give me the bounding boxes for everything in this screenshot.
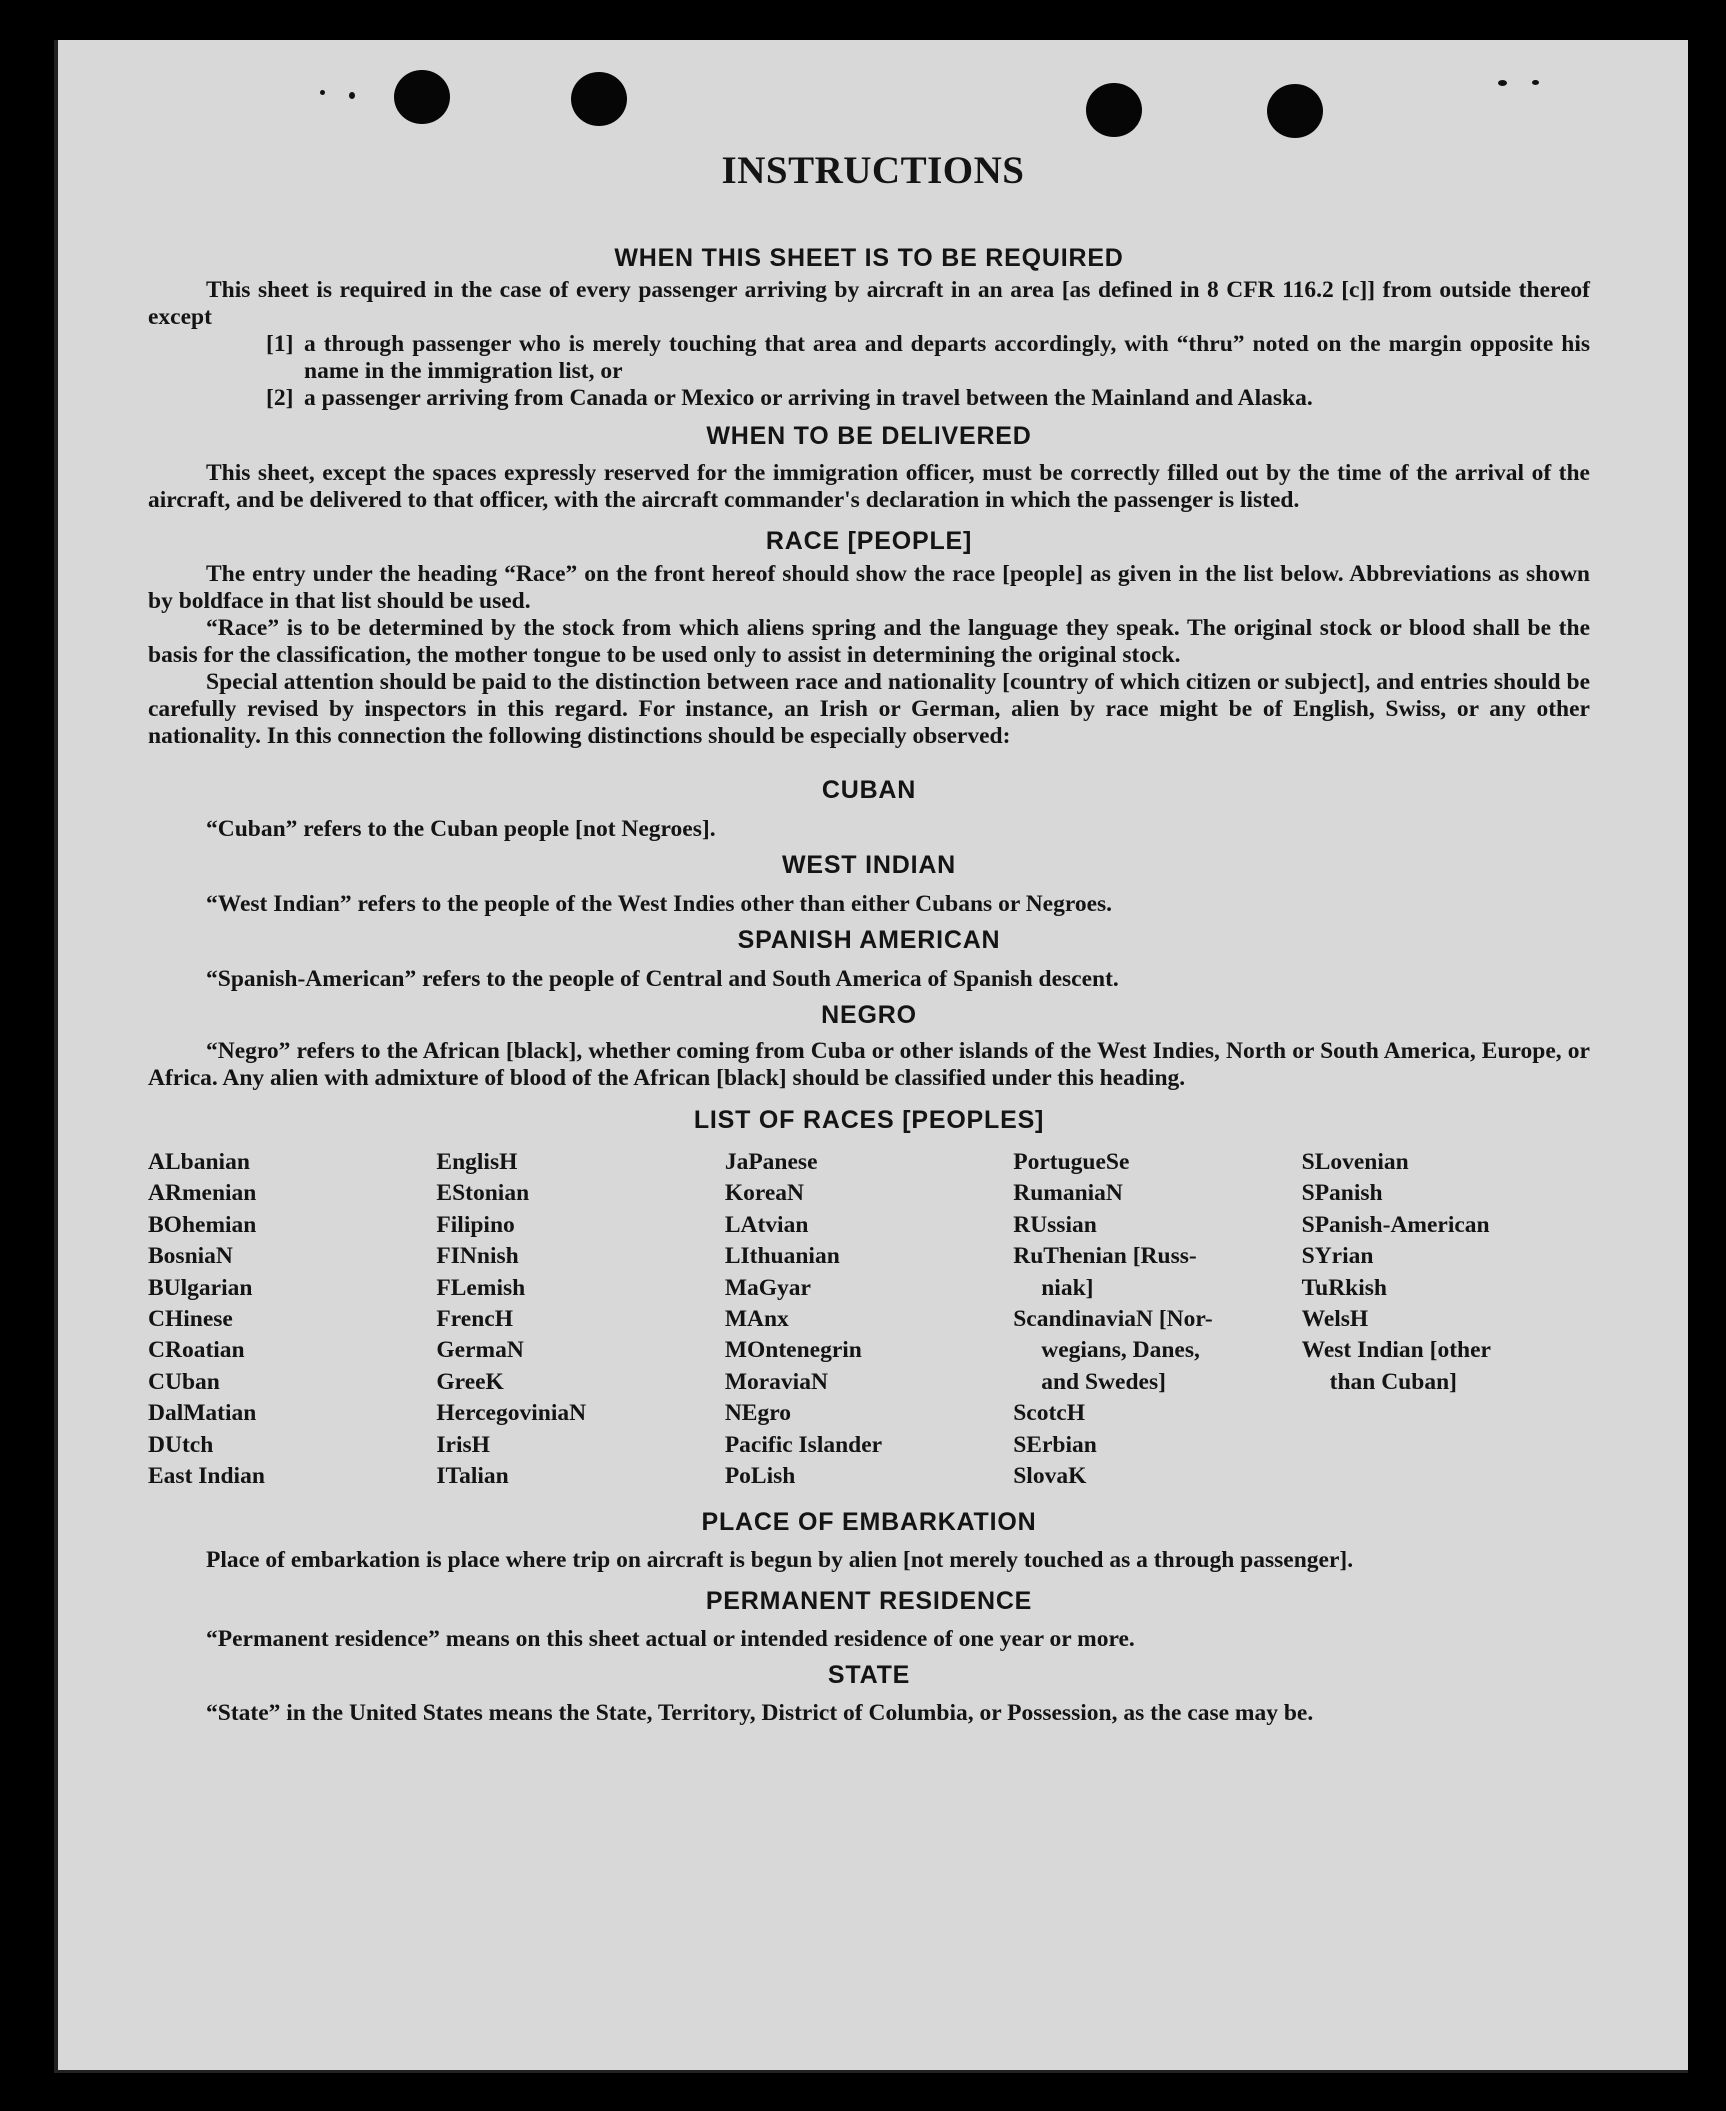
race-entry: BUlgarian [148, 1274, 253, 1301]
punch-hole [571, 72, 627, 126]
race-entry: MoraviaN [724, 1368, 828, 1395]
race-entry: than Cuban] [1329, 1368, 1457, 1395]
instructions-body [148, 200, 1590, 1727]
ink-speck [349, 92, 355, 99]
heading-residence: PERMANENT RESIDENCE [705, 1587, 1033, 1616]
race-entry: RUssian [1013, 1211, 1097, 1238]
race-entry: NEgro [724, 1400, 791, 1427]
page-title: INSTRUCTIONS [721, 149, 1025, 192]
race-entry: Filipino [436, 1211, 515, 1238]
race-entry: EStonian [436, 1180, 530, 1207]
punch-hole [394, 70, 450, 124]
races-column [725, 1147, 1013, 1492]
race-entry: HercegoviniaN [436, 1400, 587, 1427]
race-entry: SLovenian [1301, 1149, 1409, 1175]
race-entry: ARmenian [148, 1180, 257, 1207]
cuban-text: “Cuban” refers to the Cuban people [not Negroes]. [206, 816, 716, 842]
heading-list-of-races: LIST OF RACES [PEOPLES] [693, 1106, 1045, 1134]
race-entry: SPanish [1301, 1180, 1383, 1207]
races-column [148, 1147, 436, 1492]
heading-west-indian: WEST INDIAN [781, 851, 957, 879]
punch-hole [1267, 84, 1323, 138]
race-entry: FINnish [436, 1243, 519, 1270]
race-entry: wegians, Danes, [1041, 1337, 1200, 1364]
heading-embarkation: PLACE OF EMBARKATION [701, 1508, 1037, 1537]
heading-state: STATE [827, 1661, 911, 1690]
race-entry: CRoatian [148, 1337, 245, 1364]
race-entry: SYrian [1301, 1243, 1374, 1270]
races-list [148, 1147, 1590, 1492]
race-entry: FLemish [436, 1274, 526, 1301]
ink-speck [320, 90, 325, 95]
races-column [1302, 1147, 1590, 1492]
race-entry: GreeK [436, 1368, 504, 1395]
race-entry: CUban [148, 1368, 220, 1395]
race-entry: West Indian [other [1301, 1337, 1491, 1364]
required-intro: This sheet is required in the case of every passenger arriving by aircraft in an area [as defined in 8 CFR 116.2 [c]] from outside thereof except [148, 277, 1590, 330]
ink-speck [1498, 80, 1507, 86]
race-entry: BosniaN [148, 1243, 233, 1270]
race-paragraph: “Race” is to be determined by the stock from which aliens spring and the language they speak. The original stock or blood shall be the basis for the classification, the mother tongue to be used only to assist in determining the original stock. [148, 615, 1590, 668]
race-entry: PortugueSe [1013, 1149, 1130, 1175]
heading-spanish-american: SPANISH AMERICAN [737, 926, 1001, 954]
race-entry: BOhemian [148, 1211, 257, 1238]
race-entry: Pacific Islander [724, 1431, 883, 1458]
punch-hole [1086, 83, 1142, 137]
races-column [1013, 1147, 1301, 1492]
race-entry: WelsH [1301, 1306, 1369, 1333]
heading-negro: NEGRO [821, 1001, 917, 1029]
exception-item: [2] a passenger arriving from Canada or Mexico or arriving in travel between the Mainland and Alaska. [266, 385, 1313, 411]
race-paragraph: The entry under the heading “Race” on the front hereof should show the race [people] as given in the list below. Abbreviations as shown by boldface in that list should be used. [148, 561, 1590, 614]
race-entry: ScotcH [1013, 1400, 1086, 1427]
race-entry: SlovaK [1013, 1463, 1087, 1490]
race-entry: TuRkish [1301, 1274, 1387, 1301]
race-entry: LIthuanian [724, 1243, 840, 1270]
race-entry: SErbian [1013, 1431, 1097, 1458]
heading-required: WHEN THIS SHEET IS TO BE REQUIRED [614, 244, 1124, 272]
spanish-american-text: “Spanish-American” refers to the people of Central and South America of Spanish descent. [206, 966, 1119, 992]
document-sheet [54, 40, 1688, 2073]
race-entry: DalMatian [148, 1400, 257, 1427]
race-entry: MOntenegrin [724, 1337, 862, 1364]
heading-delivered: WHEN TO BE DELIVERED [706, 422, 1032, 450]
race-entry: GermaN [436, 1337, 524, 1364]
delivered-text: This sheet, except the spaces expressly reserved for the immigration officer, must be correctly filled out by the time of the arrival of the aircraft, and be delivered to that officer, with the aircraft commander's declaration in which the passenger is listed. [148, 460, 1590, 513]
race-entry: ScandinaviaN [Nor- [1013, 1306, 1213, 1333]
race-entry: RuThenian [Russ- [1013, 1243, 1197, 1270]
race-entry: CHinese [148, 1306, 233, 1333]
race-entry: ALbanian [148, 1149, 250, 1175]
race-entry: KoreaN [724, 1180, 804, 1207]
heading-race: RACE [PEOPLE] [765, 527, 973, 555]
race-entry: MaGyar [724, 1274, 811, 1301]
race-paragraph: Special attention should be paid to the distinction between race and nationality [country of which citizen or subject], and entries should be carefully revised by inspectors in this regard. For instance, an Irish or German, alien by race might be of English, Swiss, or any other nationality. In this connection the following distinctions should be especially observed: [148, 669, 1590, 749]
race-entry: PoLish [724, 1463, 796, 1490]
residence-text: “Permanent residence” means on this sheet actual or intended residence of one year or more. [206, 1626, 1135, 1653]
race-entry: MAnx [724, 1306, 789, 1333]
race-entry: FrencH [436, 1306, 513, 1333]
race-entry: niak] [1041, 1274, 1094, 1301]
exception-item: [1] a through passenger who is merely touching that area and departs accordingly, with “thru” noted on the margin opposite his name in the immigration list, or [266, 331, 1590, 384]
race-entry: ITalian [436, 1463, 509, 1490]
ink-speck [1532, 80, 1539, 85]
heading-cuban: CUBAN [821, 776, 917, 804]
race-entry: East Indian [148, 1463, 265, 1490]
race-entry: DUtch [148, 1431, 214, 1458]
state-text: “State” in the United States means the State, Territory, District of Columbia, or Possession, as the case may be. [206, 1700, 1314, 1727]
race-entry: SPanish-American [1301, 1211, 1490, 1238]
race-entry: and Swedes] [1041, 1368, 1166, 1395]
west-indian-text: “West Indian” refers to the people of the West Indies other than either Cubans or Negroes. [206, 891, 1113, 917]
races-column [436, 1147, 724, 1492]
race-entry: EnglisH [436, 1149, 518, 1175]
negro-text: “Negro” refers to the African [black], whether coming from Cuba or other islands of the West Indies, North or South America, Europe, or Africa. Any alien with admixture of blood of the African [black] should be classified under this heading. [148, 1038, 1590, 1091]
race-entry: JaPanese [724, 1149, 818, 1175]
embarkation-text: Place of embarkation is place where trip on aircraft is begun by alien [not merely touched as a through passenger]. [206, 1547, 1354, 1574]
race-entry: LAtvian [724, 1211, 809, 1238]
race-entry: RumaniaN [1013, 1180, 1123, 1207]
race-entry: IrisH [436, 1431, 490, 1458]
